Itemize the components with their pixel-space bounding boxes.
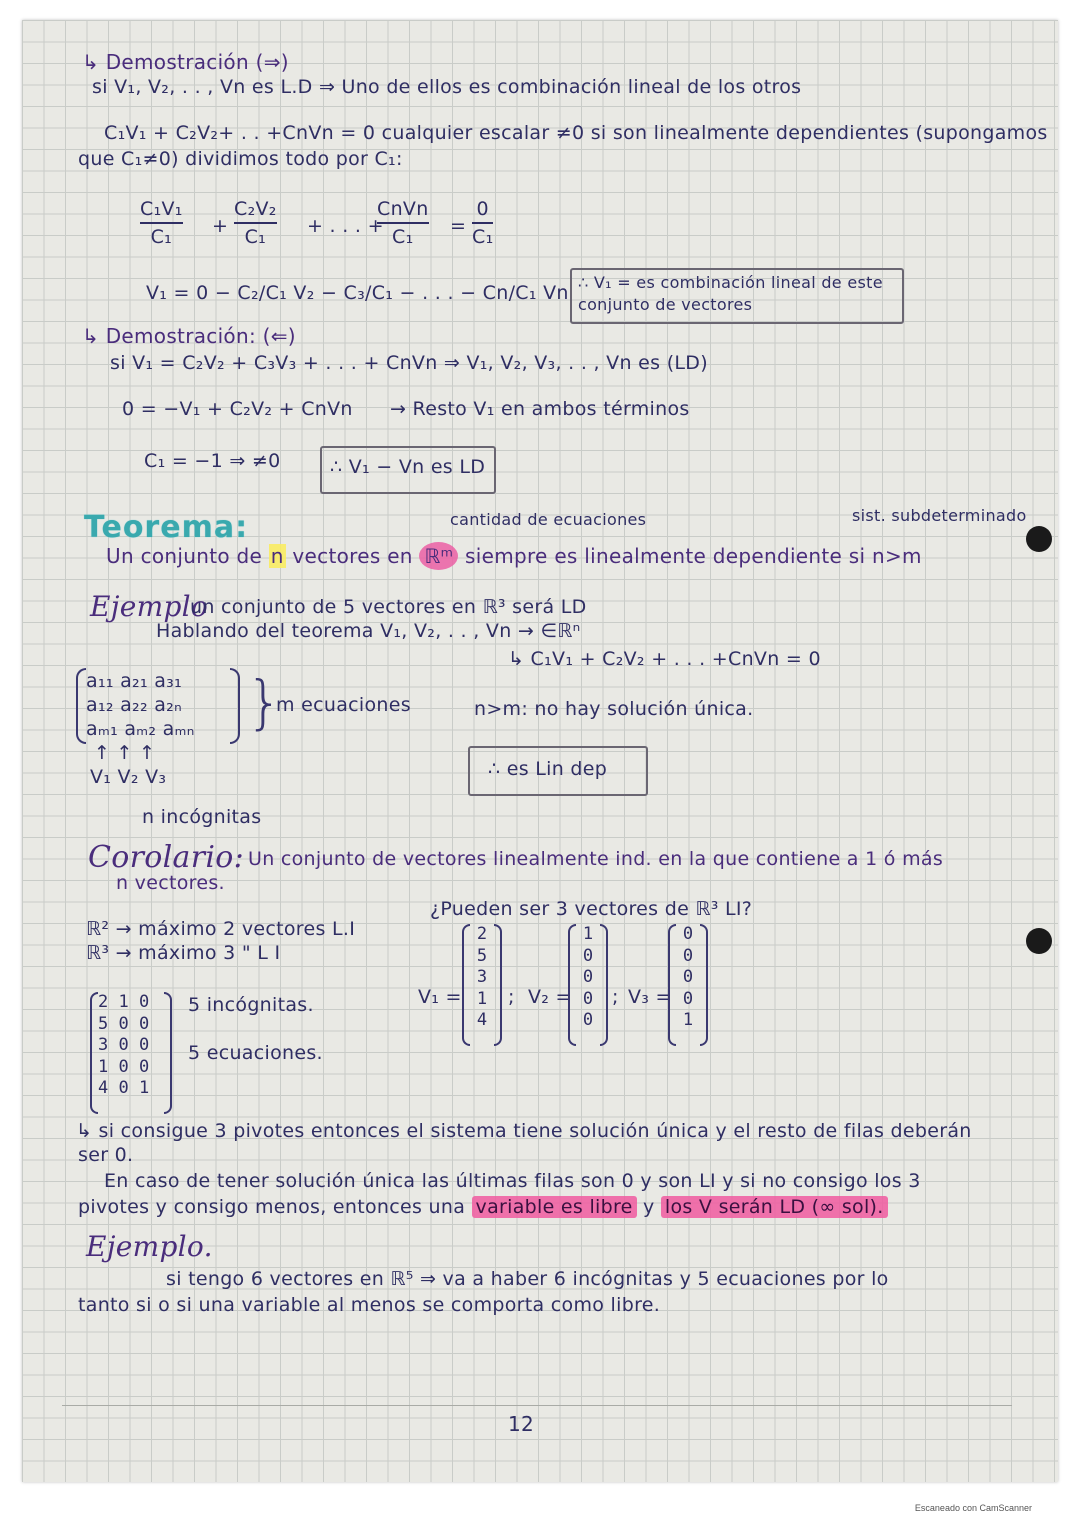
- page-number: 12: [508, 1412, 535, 1436]
- text-line: ℝ³ → máximo 3 " L I: [86, 942, 281, 964]
- text-line: C₁V₁ + C₂V₂+ . . +CnVn = 0 cualquier escalar ≠0 si son linealmente dependientes (supongamos: [104, 122, 1048, 144]
- binder-hole: [1026, 526, 1052, 552]
- matrix-arrows: ↑ ↑ ↑: [94, 742, 156, 764]
- text-line: n vectores.: [116, 872, 225, 894]
- vector-bracket: [568, 924, 576, 1046]
- matrix-row: a₁₁ a₂₁ a₃₁: [86, 670, 183, 692]
- vector-label: V₃ =: [628, 986, 672, 1008]
- matrix-row: a₁₂ a₂₂ a₂ₙ: [86, 694, 182, 716]
- matrix-bracket: [230, 668, 240, 744]
- demo-heading-1: ↳ Demostración (⇒): [82, 50, 289, 74]
- separator: ;: [612, 986, 619, 1008]
- plus-sign: +: [212, 215, 229, 237]
- corolario-title: Corolario:: [88, 840, 245, 875]
- text-line: C₁ = −1 ⇒ ≠0: [144, 450, 281, 472]
- matrix-bracket: [76, 668, 86, 744]
- vector-bracket: [462, 924, 470, 1046]
- annotation: cantidad de ecuaciones: [450, 510, 647, 529]
- vector-v1: 2 5 3 1 4: [476, 924, 488, 1030]
- text-line: tanto si o si una variable al menos se comporta como libre.: [78, 1294, 661, 1316]
- text-line: ℝ² → máximo 2 vectores L.I: [86, 918, 356, 940]
- text-line: 0 = −V₁ + C₂V₂ + CnVn: [122, 398, 353, 420]
- conclusion-text: ∴ V₁ = es combinación lineal de este conjunto de vectores: [578, 273, 883, 314]
- text-line: que C₁≠0) dividimos todo por C₁:: [78, 148, 403, 170]
- annotation: sist. subdeterminado: [852, 506, 1027, 525]
- vector-v2: 1 0 0 0 0: [582, 924, 594, 1030]
- matrix-row: aₘ₁ aₘ₂ aₘₙ: [86, 718, 195, 740]
- example-label: Ejemplo.: [86, 1230, 213, 1263]
- text-line: si V₁, V₂, . . , Vn es L.D ⇒ Uno de ellos es combinación lineal de los otros: [92, 76, 802, 98]
- text-line: 5 ecuaciones.: [188, 1042, 323, 1064]
- vector-label: V₂ =: [528, 986, 572, 1008]
- example-label: Ejemplo: [90, 590, 209, 623]
- text-line: n>m: no hay solución única.: [474, 698, 754, 720]
- text-line: En caso de tener solución única las últimas filas son 0 y son LI y si no consigo los 3: [104, 1170, 921, 1192]
- matrix-vectors: V₁ V₂ V₃: [90, 766, 167, 788]
- matrix-5x3: 2 1 0 5 0 0 3 0 0 1 0 0 4 0 1: [98, 992, 150, 1098]
- matrix-bracket: [90, 992, 98, 1114]
- notebook-page: [22, 20, 1058, 1482]
- demo-heading-2: ↳ Demostración: (⇐): [82, 324, 296, 348]
- equals-sign: =: [450, 215, 467, 237]
- teorema-title: Teorema:: [84, 510, 249, 545]
- vector-v3: 0 0 0 0 1: [682, 924, 694, 1030]
- text-line: un conjunto de 5 vectores en ℝ³ será LD: [190, 596, 587, 618]
- question: ¿Pueden ser 3 vectores de ℝ³ LI?: [430, 898, 753, 920]
- fraction: C₂V₂ C₁: [234, 198, 277, 248]
- theorem-statement: Un conjunto de n vectores en ℝᵐ siempre es linealmente dependiente si n>m: [106, 544, 922, 568]
- matrix-bracket: [164, 992, 172, 1114]
- text-line: 5 incógnitas.: [188, 994, 314, 1016]
- vector-bracket: [700, 924, 708, 1046]
- text-line: V₁ = 0 − C₂/C₁ V₂ − C₃/C₁ − . . . − Cn/C₁ Vn: [146, 282, 569, 304]
- vector-bracket: [668, 924, 676, 1046]
- text-line: ↳ C₁V₁ + C₂V₂ + . . . +CnVn = 0: [508, 648, 821, 670]
- text-line: Un conjunto de vectores linealmente ind. en la que contiene a 1 ó más: [248, 848, 944, 870]
- ellipsis: + . . . +: [307, 215, 384, 237]
- fraction: CnVn C₁: [377, 198, 429, 248]
- text-line: ser 0.: [78, 1144, 134, 1166]
- text-line: Hablando del teorema V₁, V₂, . . , Vn → ∈ℝⁿ: [156, 620, 581, 642]
- text-line: pivotes y consigo menos, entonces una variable es libre y los V serán LD (∞ sol).: [78, 1196, 888, 1218]
- brace: }: [246, 668, 284, 736]
- text-line: si tengo 6 vectores en ℝ⁵ ⇒ va a haber 6 incógnitas y 5 ecuaciones por lo: [166, 1268, 889, 1290]
- text-line: n incógnitas: [142, 806, 262, 828]
- text-line: m ecuaciones: [276, 694, 411, 716]
- conclusion-text: ∴ es Lin dep: [488, 758, 608, 780]
- vector-bracket: [600, 924, 608, 1046]
- text-line: ↳ si consigue 3 pivotes entonces el sistema tiene solución única y el resto de filas deberán: [76, 1120, 972, 1142]
- fraction: C₁V₁ C₁: [140, 198, 183, 248]
- text-line: → Resto V₁ en ambos términos: [390, 398, 690, 420]
- fraction: 0 C₁: [472, 198, 494, 248]
- conclusion-text: ∴ V₁ − Vn es LD: [330, 456, 486, 478]
- bottom-rule: [62, 1405, 1012, 1406]
- text-line: si V₁ = C₂V₂ + C₃V₃ + . . . + CnVn ⇒ V₁, V₂, V₃, . . , Vn es (LD): [110, 352, 708, 374]
- binder-hole: [1026, 928, 1052, 954]
- separator: ;: [508, 986, 515, 1008]
- vector-label: V₁ =: [418, 986, 462, 1008]
- scanner-footer: Escaneado con CamScanner: [914, 1503, 1032, 1513]
- vector-bracket: [494, 924, 502, 1046]
